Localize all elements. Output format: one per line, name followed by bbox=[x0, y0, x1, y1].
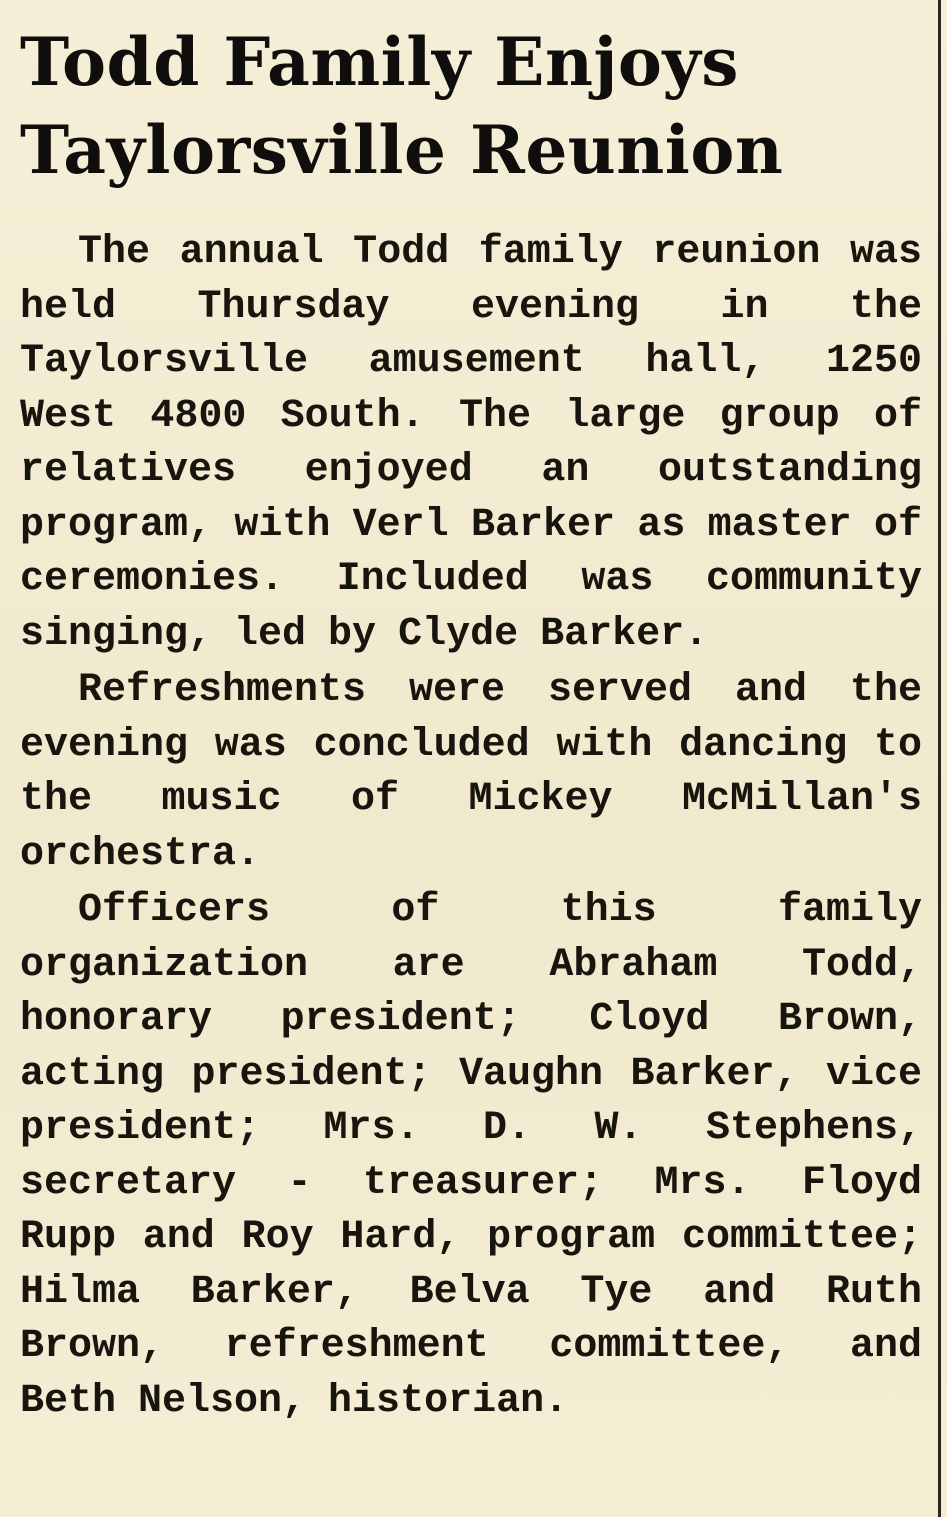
headline-line-2: Taylorsville Reunion bbox=[20, 111, 784, 189]
headline bbox=[20, 18, 922, 194]
column-rule bbox=[938, 0, 941, 1517]
paragraph-reunion: The annual Todd family reunion was held Thursday evening in the Taylorsville amusement hall, 1250 West 4800 South. The large group of relatives enjoyed an outstanding program, with Verl Barker as master of ceremonies. Included was community singing, led by Clyde Barker. bbox=[20, 230, 922, 657]
article-body bbox=[20, 226, 922, 1429]
article bbox=[20, 18, 922, 1431]
headline-line-1: Todd Family Enjoys bbox=[20, 23, 739, 101]
paragraph-officers: Officers of this family organization are Abraham Todd, honorary president; Cloyd Brown, acting president; Vaughn Barker, vice president; Mrs. D. W. Stephens, secretary - treasurer; Mrs. Floyd Rupp and Roy Hard, program committee; Hilma Barker, Belva Tye and Ruth Brown, refreshment committee, and Beth Nelson, historian. bbox=[20, 888, 922, 1424]
paragraph-refreshments: Refreshments were served and the evening was concluded with dancing to the music of Mickey McMillan's orchestra. bbox=[20, 668, 922, 877]
